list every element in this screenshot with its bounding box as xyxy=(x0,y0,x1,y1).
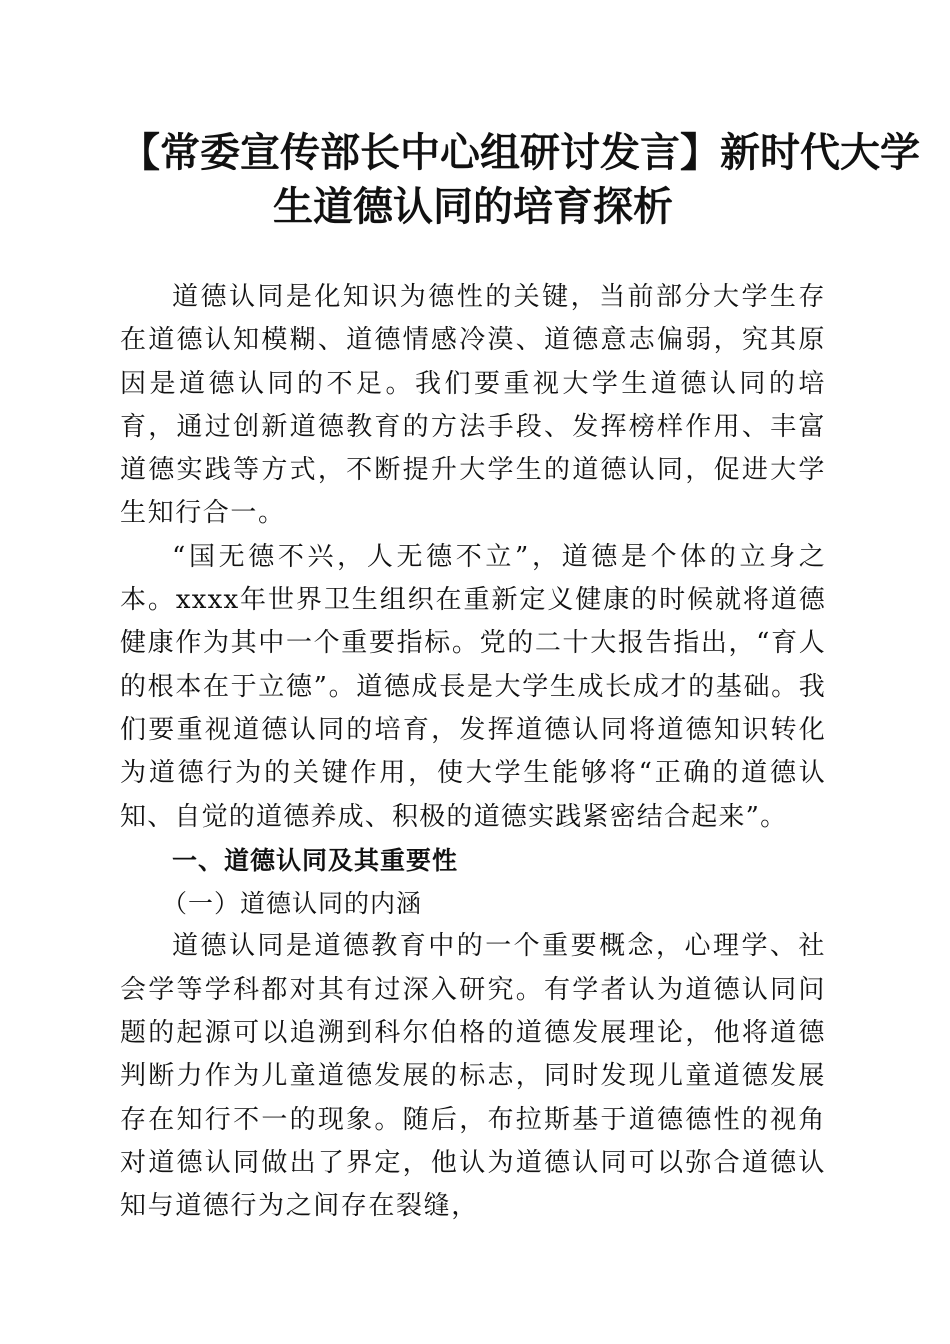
section-heading: 一、道德认同及其重要性 xyxy=(172,845,459,875)
title-line-2: 生道德认同的培育探析 xyxy=(273,184,673,230)
paragraph-intro: 道德认同是化知识为德性的关键，当前部分大学生存在道德认知模糊、道德情感冷漠、道德意志偏弱，究其原因是道德认同的不足。我们要重视大学生道德认同的培育，通过创新道德教育的方法手段、发挥榜样作用、丰富道德实践等方式，不断提升大学生的道德认同，促进大学生知行合一。 xyxy=(120,282,826,529)
paragraph-definition: 道德认同是道德教育中的一个重要概念，心理学、社会学等学科都对其有过深入研究。有学者认为道德认同问题的起源可以追溯到科尔伯格的道德发展理论，他将道德判断力作为儿童道德发展的标志，同时发现儿童道德发展存在知行不一的现象。随后，布拉斯基于道德德性的视角对道德认同做出了界定，他认为道德认同可以弥合道德认知与道德行为之间存在裂缝， xyxy=(120,931,826,1222)
document-body xyxy=(120,276,826,1229)
document-title xyxy=(120,126,920,234)
paragraph-importance: “国无德不兴，人无德不立”，道德是个体的立身之本。xxxx年世界卫生组织在重新定义健康的时候就将道德健康作为其中一个重要指标。党的二十大报告指出，“育人的根本在于立德”。道德成長是大学生成长成才的基础。我们要重视道德认同的培育，发挥道德认同将道德知识转化为道德行为的关键作用，使大学生能够将“正确的道德认知、自觉的道德养成、积极的道德实践紧密结合起来”。 xyxy=(120,541,826,832)
subsection-heading: （一）道德认同的内涵 xyxy=(162,889,423,919)
title-line-1: 【常委宣传部长中心组研讨发言】新时代大学 xyxy=(120,130,920,176)
